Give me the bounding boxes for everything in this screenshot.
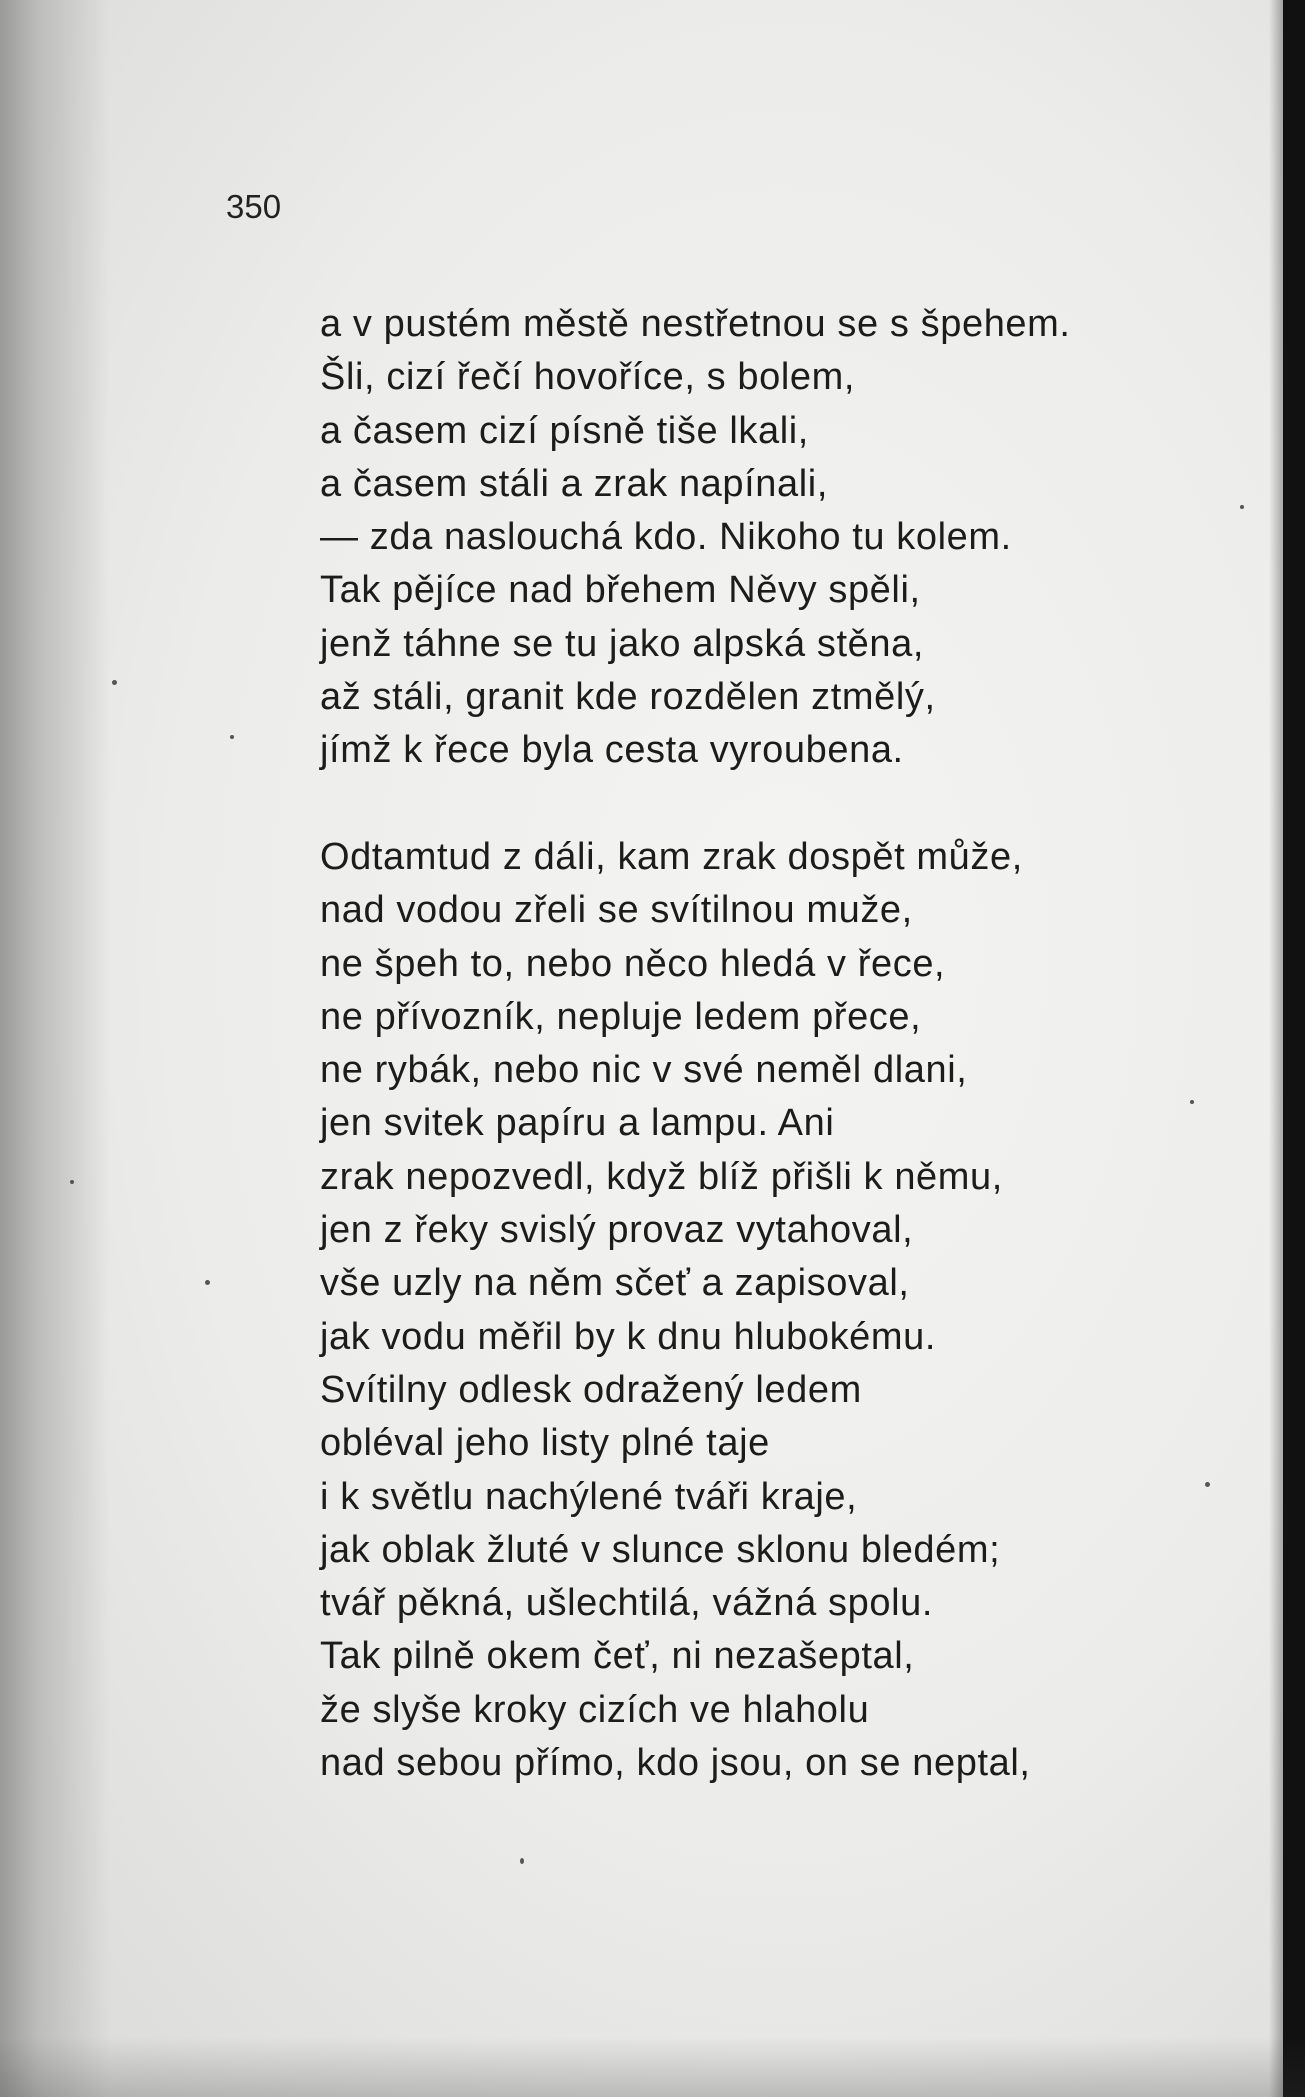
scan-speck xyxy=(230,735,234,739)
verse-line: nad vodou zřeli se svítilnou muže, xyxy=(320,889,913,932)
verse-line: a časem stáli a zrak napínali, xyxy=(320,462,829,505)
verse-line: jak oblak žluté v slunce sklonu bledém; xyxy=(320,1528,1001,1571)
scan-speck xyxy=(112,680,117,685)
verse-line: a v pustém městě nestřetnou se s špehem. xyxy=(320,303,1071,345)
verse-line: ne rybák, nebo nic v své neměl dlani, xyxy=(320,1049,968,1092)
verse-line: nad sebou přímo, kdo jsou, on se neptal, xyxy=(320,1742,1031,1785)
verse-line: až stáli, granit kde rozdělen ztmělý, xyxy=(320,676,936,719)
verse-line: ne špeh to, nebo něco hledá v řece, xyxy=(320,942,946,985)
verse-line: Tak pějíce nad břehem Něvy spěli, xyxy=(320,569,921,612)
scan-speck xyxy=(520,1858,524,1864)
verse-line: jen z řeky svislý provaz vytahoval, xyxy=(320,1209,914,1252)
verse-line: jímž k řece byla cesta vyroubena. xyxy=(320,729,904,772)
verse-line: že slyše kroky cizích ve hlaholu xyxy=(320,1688,870,1731)
scan-speck xyxy=(205,1280,210,1285)
verse-line: zrak nepozvedl, když blíž přišli k němu, xyxy=(320,1155,1003,1198)
verse-line: ne přívozník, nepluje ledem přece, xyxy=(320,995,922,1038)
verse-line: Tak pilně okem čeť, ni nezašeptal, xyxy=(320,1635,915,1678)
scan-speck xyxy=(1190,1100,1194,1104)
verse-line: jen svitek papíru a lampu. Ani xyxy=(320,1102,835,1145)
verse-line: Svítilny odlesk odražený ledem xyxy=(320,1368,862,1411)
verse-line: obléval jeho listy plné taje xyxy=(320,1422,770,1465)
scan-speck xyxy=(70,1180,74,1184)
verse-line: Šli, cizí řečí hovoříce, s bolem, xyxy=(320,356,856,399)
scan-speck xyxy=(1205,1482,1210,1487)
verse-line: a časem cizí písně tiše lkali, xyxy=(320,409,809,452)
scan-speck xyxy=(1240,505,1244,509)
scan-left-edge xyxy=(0,0,110,2097)
scan-bottom-shadow xyxy=(0,2037,1305,2097)
stanza-1 xyxy=(320,298,1071,778)
page-number: 350 xyxy=(226,188,282,225)
verse-line: — zda naslouchá kdo. Nikoho tu kolem. xyxy=(320,516,1012,559)
scan-right-shadow xyxy=(1269,0,1283,2097)
verse-line: i k světlu nachýlené tváři kraje, xyxy=(320,1475,858,1518)
verse-line: Odtamtud z dáli, kam zrak dospět může, xyxy=(320,836,1023,878)
verse-line: jak vodu měřil by k dnu hlubokému. xyxy=(320,1315,937,1358)
stanza-2 xyxy=(320,831,1031,1790)
verse-line: vše uzly na něm sčeť a zapisoval, xyxy=(320,1262,910,1305)
verse-line: jenž táhne se tu jako alpská stěna, xyxy=(320,622,925,665)
scan-right-border xyxy=(1283,0,1305,2097)
verse-line: tvář pěkná, ušlechtilá, vážná spolu. xyxy=(320,1582,934,1625)
